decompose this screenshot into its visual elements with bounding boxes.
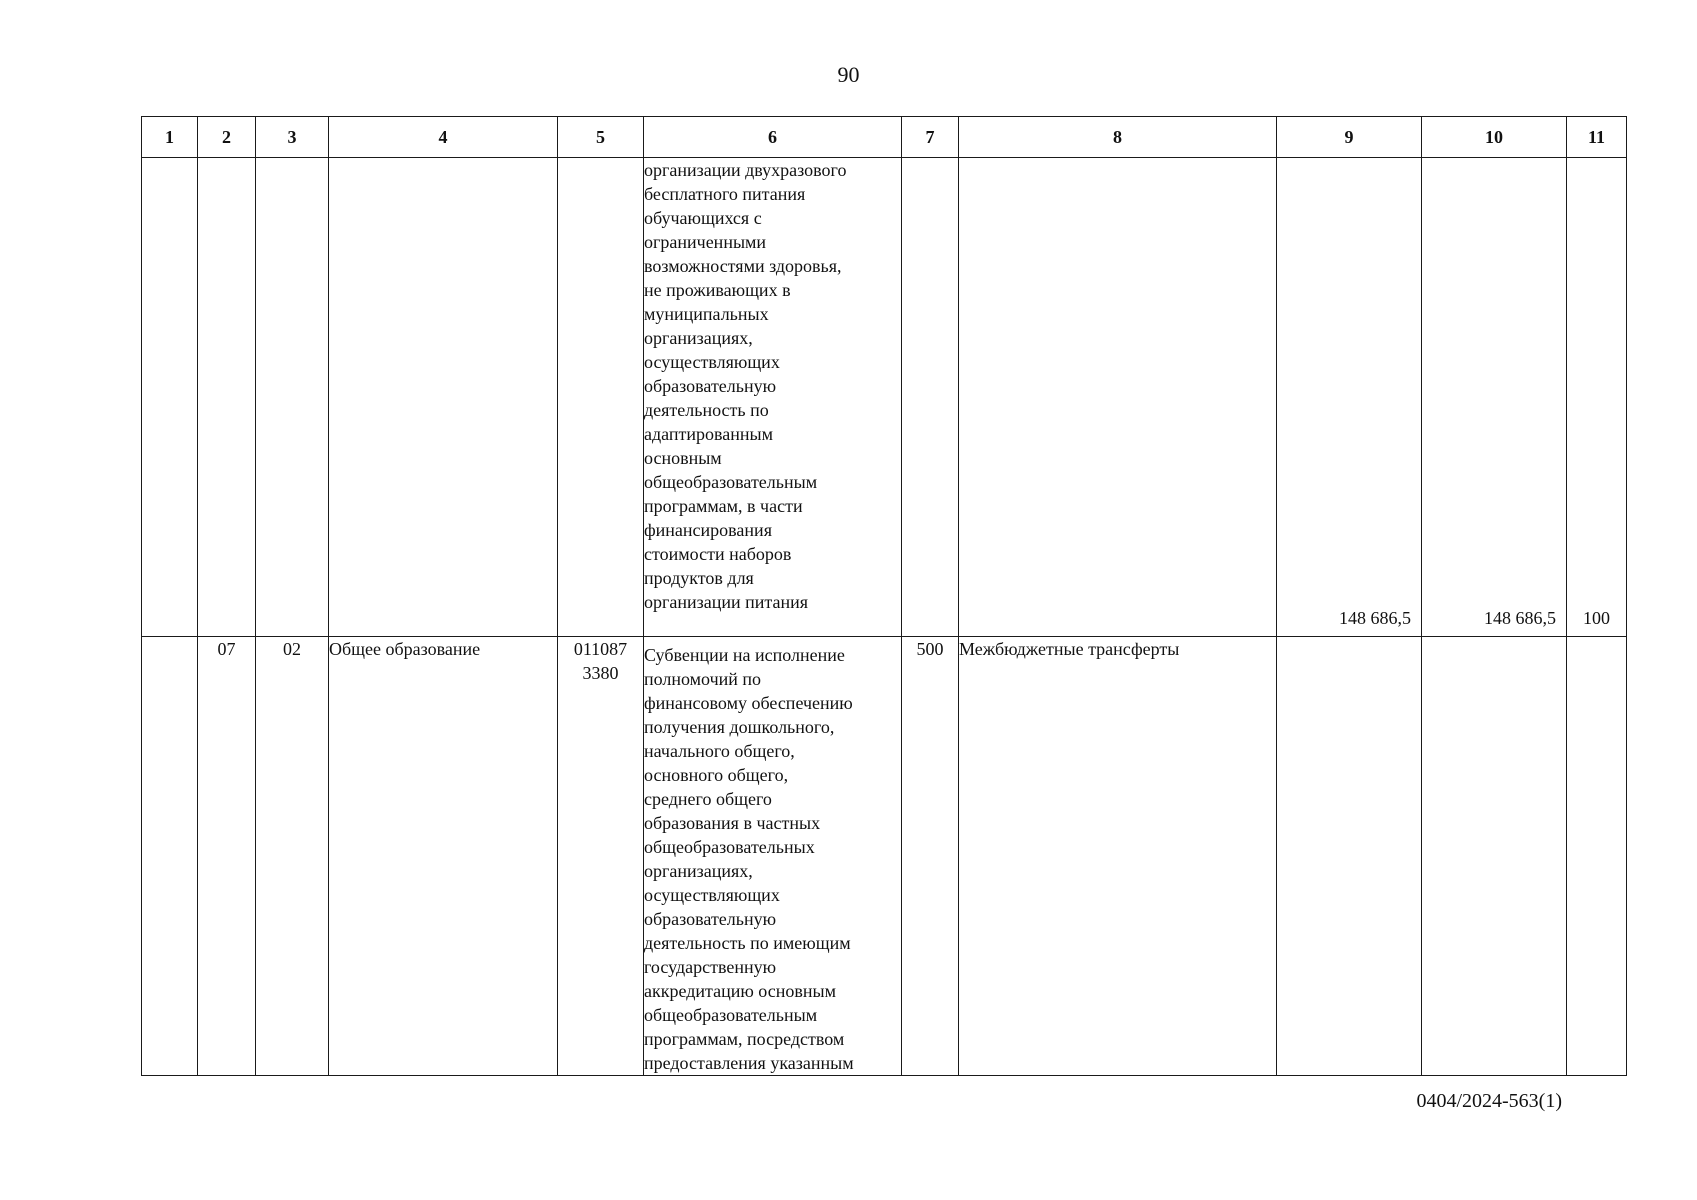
cell-empty — [558, 158, 644, 637]
desc-line: осуществляющих — [644, 352, 780, 372]
desc-line: основного общего, — [644, 765, 789, 785]
desc-line: образовательную — [644, 909, 777, 929]
budget-table — [141, 116, 1627, 1076]
desc-line: общеобразовательных — [644, 837, 815, 857]
desc-line: ограниченными — [644, 232, 767, 252]
desc-line: бесплатного питания — [644, 184, 806, 204]
desc-line: организациях, — [644, 328, 753, 348]
cell-amount-actual: 148 686,5 — [1422, 158, 1567, 637]
cell-expense-type-name: Межбюджетные трансферты — [959, 637, 1277, 1076]
cell-empty — [142, 637, 198, 1076]
desc-line: основным — [644, 448, 722, 468]
cell-description — [644, 637, 902, 1076]
cell-section-name: Общее образование — [329, 637, 558, 1076]
desc-line: государственную — [644, 957, 777, 977]
desc-line: финансовому обеспечению — [644, 693, 853, 713]
desc-line: получения дошкольного, — [644, 717, 835, 737]
desc-line: обучающихся с — [644, 208, 762, 228]
desc-line: деятельность по — [644, 400, 769, 420]
header-col-2: 2 — [198, 117, 256, 158]
cell-empty — [1277, 637, 1422, 1076]
desc-line: финансирования — [644, 520, 772, 540]
cell-empty — [1422, 637, 1567, 1076]
cell-description — [644, 158, 902, 637]
table-row — [142, 637, 1627, 1076]
desc-line: программам, посредством — [644, 1029, 845, 1049]
cell-empty — [329, 158, 558, 637]
header-col-10: 10 — [1422, 117, 1567, 158]
header-col-8: 8 — [959, 117, 1277, 158]
desc-line: начального общего, — [644, 741, 795, 761]
cell-target-code — [558, 637, 644, 1076]
header-col-4: 4 — [329, 117, 558, 158]
cell-amount-plan: 148 686,5 — [1277, 158, 1422, 637]
desc-line: предоставления указанным — [644, 1053, 854, 1073]
header-col-5: 5 — [558, 117, 644, 158]
desc-line: программам, в части — [644, 496, 803, 516]
desc-line: образовательную — [644, 376, 777, 396]
cell-expense-type: 500 — [902, 637, 959, 1076]
header-col-11: 11 — [1567, 117, 1627, 158]
cell-empty — [198, 158, 256, 637]
table-row — [142, 158, 1627, 637]
desc-line: стоимости наборов — [644, 544, 792, 564]
page-number: 90 — [837, 62, 860, 87]
target-code-line: 011087 — [573, 639, 628, 659]
desc-line: осуществляющих — [644, 885, 780, 905]
cell-section: 07 — [198, 637, 256, 1076]
desc-line: организациях, — [644, 861, 753, 881]
cell-empty — [142, 158, 198, 637]
cell-empty — [959, 158, 1277, 637]
desc-line: организации питания — [644, 592, 809, 612]
desc-line: образования в частных — [644, 813, 821, 833]
target-code-line: 3380 — [582, 663, 619, 683]
header-row — [142, 117, 1627, 158]
header-col-9: 9 — [1277, 117, 1422, 158]
desc-line: деятельность по имеющим — [644, 933, 851, 953]
cell-empty — [1567, 637, 1627, 1076]
desc-line: среднего общего — [644, 789, 772, 809]
cell-subsection: 02 — [256, 637, 329, 1076]
header-col-6: 6 — [644, 117, 902, 158]
desc-line: аккредитацию основным — [644, 981, 836, 1001]
desc-line: Субвенции на исполнение — [644, 645, 845, 665]
desc-line: организации двухразового — [644, 160, 847, 180]
desc-line: не проживающих в — [644, 280, 791, 300]
desc-line: общеобразовательным — [644, 1005, 818, 1025]
desc-line: полномочий по — [644, 669, 762, 689]
header-col-7: 7 — [902, 117, 959, 158]
header-col-3: 3 — [256, 117, 329, 158]
cell-percent: 100 — [1567, 158, 1627, 637]
header-col-1: 1 — [142, 117, 198, 158]
cell-empty — [902, 158, 959, 637]
desc-line: общеобразовательным — [644, 472, 818, 492]
desc-line: продуктов для — [644, 568, 754, 588]
document-code: 0404/2024-563(1) — [1416, 1090, 1562, 1112]
desc-line: адаптированным — [644, 424, 774, 444]
cell-empty — [256, 158, 329, 637]
desc-line: возможностями здоровья, — [644, 256, 842, 276]
desc-line: муниципальных — [644, 304, 769, 324]
